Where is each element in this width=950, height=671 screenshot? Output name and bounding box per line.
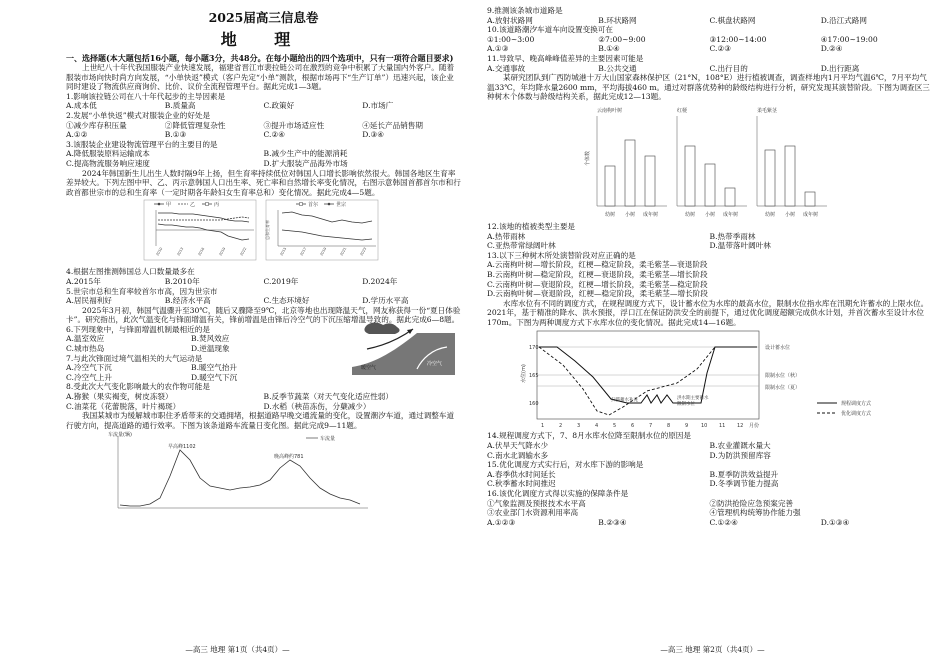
option: A.冷空气下沉	[66, 363, 112, 373]
option: D.①③④	[820, 517, 850, 527]
legend-jia: 甲	[166, 202, 172, 209]
q13-option-d: D.云南枸叶树—衰退阶段，红梗—稳定阶段，柔毛紫茎—增长阶段	[487, 289, 708, 299]
traffic-series	[120, 450, 360, 506]
legend-bing: 丙	[214, 202, 220, 209]
option: C.出行目的	[709, 63, 748, 73]
x-tick: 12	[737, 423, 744, 430]
item: ①气象监测及预报技术水平高	[487, 498, 586, 508]
q9-options	[487, 16, 932, 26]
q2-items	[66, 121, 461, 131]
x-tick: 2	[559, 423, 563, 430]
tree-age-charts	[487, 102, 927, 222]
x-tick: 2017	[299, 247, 308, 257]
option: B.焚风效应	[191, 334, 230, 344]
option: C.南水北调输水多	[487, 450, 549, 460]
question-2: 2.发展“小单快返”模式对服装企业的好处是	[66, 110, 211, 120]
question-11: 11.导致早、晚高峰峰值差异的主要因素可能是	[487, 53, 644, 63]
footer-page-2: —高三 地理 第2页（共4页）—	[660, 645, 765, 654]
passage-1: 上世纪八十年代我国服装产业快速发展，福建省晋江市裴拉链公司在激烈的竞争中积累了大量国内外客户。随着服装市场向快时尚方向发展，“小单快返”模式（客户先定“小单”测款，根据市场再下“生产订单”）迅速兴起，该企业同时建设了物流供应商询价、比价、议价全流程管理平台。据此完成1—3题。	[66, 63, 455, 92]
y-tick: 160	[529, 401, 539, 408]
q10-options	[487, 44, 932, 54]
option: B.减少生产中的能源消耗	[263, 149, 348, 159]
y-axis-label: 总和生育率	[265, 220, 270, 241]
option: B.热带季雨林	[709, 231, 756, 241]
option: B.②③④	[598, 517, 627, 527]
x-tick: 2023	[359, 247, 368, 257]
option: B.①④	[598, 44, 620, 54]
option: D.出行距离	[820, 63, 860, 73]
option: C.生态环境好	[263, 296, 310, 306]
x-tick: 9	[685, 423, 689, 430]
question-7: 7.与此次锋面过境气温相关的大气运动是	[66, 353, 203, 363]
y-tick: 165	[529, 373, 539, 380]
q13-option-c: C.云南枸叶树—衰退阶段，红梗—增长阶段，柔毛紫茎—稳定阶段	[487, 279, 708, 289]
q16-options	[487, 518, 932, 528]
option: A.猕猴（果实褐变，树皮冻裂）	[66, 392, 173, 402]
x-label: 幼树	[685, 211, 696, 218]
subject-title: 地 理	[220, 30, 307, 49]
option: D.沿江式路网	[820, 15, 867, 25]
x-tick: 7	[649, 423, 653, 430]
question-9: 9.推测该条城市道路是	[487, 6, 563, 15]
option: C.②④	[263, 130, 286, 140]
x-tick: 4	[595, 423, 599, 430]
legend-yi: 乙	[190, 202, 196, 209]
x-label: 成年树	[643, 211, 659, 218]
x-label: 成年树	[803, 211, 819, 218]
question-14: 14.规程调度方式下，7、8月水库水位降至限制水位的原因是	[487, 431, 691, 441]
option: D.逆温现象	[191, 344, 230, 354]
q13-option-a: A.云南枸叶树—增长阶段，红梗—稳定阶段，柔毛紫茎—衰退阶段	[487, 260, 708, 270]
item: ④延长产品销售期	[362, 120, 423, 130]
question-4: 4.根据左图推测韩国总人口数量最多在	[66, 267, 195, 277]
footer-page-1: —高三 地理 第1页（共4页）—	[185, 645, 290, 654]
question-3: 3.该服装企业建设物流管理平台的主要目的是	[66, 139, 218, 149]
chart-title: 云南枸叶树	[597, 107, 623, 114]
q13-option-b: B.云南枸叶树—稳定阶段，红梗—衰退阶段，柔毛紫茎—增长阶段	[487, 269, 708, 279]
x-label: 小树	[785, 211, 796, 218]
legend-seoul: 首尔	[308, 202, 319, 209]
x-tick: 2015	[279, 247, 288, 257]
option: D.2024年	[362, 276, 398, 286]
option: B.环状路网	[598, 15, 637, 25]
x-tick: 2016	[197, 247, 206, 257]
option: B.农业灌溉水量大	[709, 441, 771, 451]
question-6: 6.下列现象中，与锋面增温机制最相近的是	[66, 324, 210, 334]
question-15: 15.优化调度方式实行后，对水库下游的影响是	[487, 460, 644, 470]
option: C.提高物流服务响应速度	[66, 158, 150, 168]
option: B.反季节蔬菜（对天气变化适应性弱）	[263, 392, 393, 402]
question-16: 16.该优化调度方式得以实施的保障条件是	[487, 489, 629, 499]
section-heading: 一、选择题(本大题包括16小题，每小题3分，共48分。在每小题给出的四个选项中，只有一项符合题目要求)	[66, 53, 454, 63]
option: C.油菜花（花蕾脱落，叶片褐斑）	[66, 401, 181, 411]
q4-options	[66, 277, 461, 287]
q1-options	[66, 101, 461, 111]
y-axis-label: 水位(m)	[521, 364, 527, 384]
exam-title: 2025届高三信息卷	[208, 10, 319, 25]
option: A.温室效应	[66, 334, 105, 344]
item: ②防洪抢险应急预案完善	[709, 498, 794, 508]
option: A.交通事故	[487, 63, 526, 73]
q12-options	[487, 232, 932, 251]
note-1: 扫描蓄水补充	[611, 398, 638, 404]
option: A.①②③	[487, 517, 516, 527]
option: A.热带雨林	[487, 231, 526, 241]
option: B.质量高	[164, 101, 196, 111]
passage-6: 水库水位有不同的调度方式，在规程调度方式下，设计蓄水位为水库的最高水位，限制水位指水库在汛期允许蓄水的上限水位。2021年，基于精准的降水、洪水预报，浮口江在保证防洪安全的前提下，通过优化调度超额完成供水计划，并首次蓄水至设计水位170m。下图为两种调度方式下水库水位的变化情况。据此完成14—16题。	[487, 298, 929, 327]
option: B.暖空气抬升	[191, 363, 237, 373]
limit-summer-label: 限制水位（夏）	[765, 385, 801, 392]
item: ④17:00~19:00	[820, 34, 878, 44]
y-tick: 170	[529, 345, 539, 352]
option: C.政策好	[263, 101, 295, 111]
design-level-label: 设计蓄水位	[765, 345, 791, 352]
option: A.①③	[487, 44, 509, 54]
reservoir-chart	[487, 327, 927, 431]
front-diagram	[347, 319, 457, 375]
q6-q7-block	[66, 325, 461, 383]
option: B.经济水平高	[164, 296, 211, 306]
evening-peak-label: 晚高峰约781	[274, 454, 304, 461]
q5-options	[66, 296, 461, 306]
chart-yunnan	[584, 107, 667, 218]
q14-options	[487, 441, 932, 460]
q6-options	[66, 334, 316, 353]
q7-options	[66, 363, 316, 382]
option: A.居民福利好	[66, 296, 112, 306]
passage-5: 某研究团队到广西防城港十万大山国家森林保护区（21°N，108°E）进行植被调查，调查样地内1月平均气温6℃，7月平均气温33℃，年均降水量2600 mm，平均海拔460 m。通过对群落优势种的龄级结构进行分析，研究发现其演替阶段。下图为调查区三种树木个体数与龄级结构关系，据此完成12—13题。	[487, 73, 930, 102]
q3-options	[66, 149, 461, 168]
chart-title: 柔毛紫茎	[757, 107, 778, 114]
x-tick: 2019	[319, 247, 328, 257]
x-tick: 10	[701, 423, 708, 430]
x-tick: 2010	[155, 247, 164, 257]
morning-peak-label: 早高峰1102	[168, 444, 196, 451]
option: A.①②	[66, 130, 88, 140]
chart-roumao	[757, 107, 827, 218]
x-tick: 2019	[218, 247, 227, 257]
option: D.水稻（秧苗冻伤，分蘖减少）	[263, 401, 371, 411]
x-tick: 5	[613, 423, 617, 430]
item: ②降低管理复杂性	[164, 120, 226, 130]
limit-autumn-label: 限制水位（秋）	[765, 373, 801, 380]
option: A.伏旱天气降水少	[487, 441, 549, 451]
option: D.市场广	[362, 101, 394, 111]
option: C.冷空气上升	[66, 372, 112, 382]
passage-2: 2024年韩国新生儿出生人数时隔9年上扬，但生育率持续低位对韩国人口增长影响依然很大。韩国各地区生育率差异较大。下列左图中甲、乙、丙示意韩国人口出生率、死亡率和自然增长率变化情况，右图示意韩国首都首尔市和行政首都世宗市的总和生育率（一定时期各年龄妇女生育率总和）变化情况。据此完成4—5题。	[66, 168, 461, 197]
x-label: 小树	[705, 211, 716, 218]
option: C.秋季蓄水时间推迟	[487, 479, 556, 489]
x-tick: 2021	[339, 247, 348, 257]
option: C.亚热带常绿阔叶林	[487, 241, 556, 251]
x-label: 成年树	[723, 211, 739, 218]
chart-honggeng	[677, 107, 747, 218]
x-label: 幼树	[765, 211, 776, 218]
legend-sejong: 世宗	[336, 202, 347, 209]
x-unit: 月份	[749, 423, 760, 430]
item: ②7:00~9:00	[598, 34, 646, 44]
option: A.春季供水时间延长	[487, 469, 556, 479]
korea-charts	[66, 198, 461, 266]
option: A.成本低	[66, 101, 97, 111]
passage-4: 我国某城市为缓解城市职住矛盾带来的交通拥堵，根据道路早晚交通流量的变化，设置潮汐车道，通过调整车道行驶方向，提高道路的通行效率。下图为该条道路车流量日变化图。据此完成9—11题。	[66, 411, 455, 430]
option: C.①②④	[709, 517, 738, 527]
x-tick: 1	[541, 423, 545, 430]
x-tick: 3	[577, 423, 581, 430]
option: D.温带落叶阔叶林	[709, 241, 771, 251]
option: D.为防洪预留库容	[709, 450, 771, 460]
left-chart	[144, 200, 256, 260]
traffic-chart	[106, 430, 376, 520]
question-1: 1.影响该拉链公司在八十年代起步的主导因素是	[66, 91, 226, 101]
option: C.城市热岛	[66, 344, 105, 354]
question-13: 13.以下三种树木所处演替阶段对应正确的是	[487, 250, 636, 260]
x-tick: 11	[719, 423, 726, 430]
y-axis-label: 车流量(辆)	[108, 432, 132, 439]
q16-items	[487, 499, 932, 518]
option: C.2019年	[263, 276, 299, 286]
option: D.学历水平高	[362, 296, 409, 306]
q10-items	[487, 35, 932, 45]
legend-optimized: 优化调度方式	[841, 411, 872, 418]
option: C.②③	[709, 44, 732, 54]
x-tick: 6	[631, 423, 635, 430]
item: ③提升市场适应性	[263, 120, 325, 130]
x-tick: 2013	[176, 247, 185, 257]
item: ①1:00~3:00	[487, 34, 535, 44]
option: D.暖空气下沉	[191, 372, 238, 382]
option: C.棋盘状路网	[709, 15, 756, 25]
cold-air-label: 冷空气	[427, 360, 443, 367]
item: ④管理机构统筹协作能力强	[709, 508, 801, 518]
option: D.②④	[820, 44, 843, 54]
right-chart	[264, 200, 378, 260]
item: ③农业部门水资源利用率高	[487, 508, 579, 518]
legend-regular: 规程调度方式	[841, 401, 872, 408]
page-2	[475, 0, 950, 671]
item: ③12:00~14:00	[709, 34, 767, 44]
q2-options	[66, 130, 461, 140]
q11-options	[487, 64, 932, 74]
option: A.放射状路网	[487, 15, 533, 25]
passage-3: 2025年3月初，韩国气温骤升至30℃，随后又骤降至9℃，北京等地也出现降温天气，网友称获得一份“夏日体验卡”。研究指出，此次气温变化与锋面增温有关，锋前增温是由锋后冷空气的下沉压缩增温导致的。据此完成6—8题。	[66, 305, 461, 325]
q8-options	[66, 392, 461, 411]
question-8: 8.受此次大气变化影响最大的农作物可能是	[66, 382, 210, 392]
note-2: 洪水期主要蓄水	[677, 396, 709, 402]
option: A.降低服装原料运输成本	[66, 149, 150, 159]
x-label: 小树	[625, 211, 636, 218]
note-3: 限制水位	[677, 402, 695, 408]
warm-air-label: 暖空气	[361, 364, 377, 371]
option: D.扩大服装产品海外市场	[263, 158, 348, 168]
question-10: 10.该道路潮汐车道车向设置变换可在	[487, 25, 613, 35]
option: D.③④	[362, 130, 385, 140]
x-tick: 8	[667, 423, 671, 430]
option: A.2015年	[66, 276, 101, 286]
y-axis-label: 个体数	[585, 150, 591, 166]
legend-traffic: 车流量	[320, 436, 336, 443]
option: B.夏季防洪效益提升	[709, 469, 779, 479]
question-5: 5.世宗市总和生育率较首尔市高，因为世宗市	[66, 286, 218, 296]
option: B.2010年	[164, 276, 200, 286]
chart-title: 红梗	[677, 107, 688, 114]
question-12: 12.该地的植被类型主要是	[487, 221, 576, 231]
option: B.公共交通	[598, 63, 637, 73]
q15-options	[487, 470, 932, 489]
x-tick: 2022	[239, 247, 248, 257]
item: ①减少库存积压量	[66, 120, 127, 130]
option: D.冬季调节能力提高	[709, 479, 779, 489]
option: B.①③	[164, 130, 187, 140]
x-label: 幼树	[605, 211, 616, 218]
